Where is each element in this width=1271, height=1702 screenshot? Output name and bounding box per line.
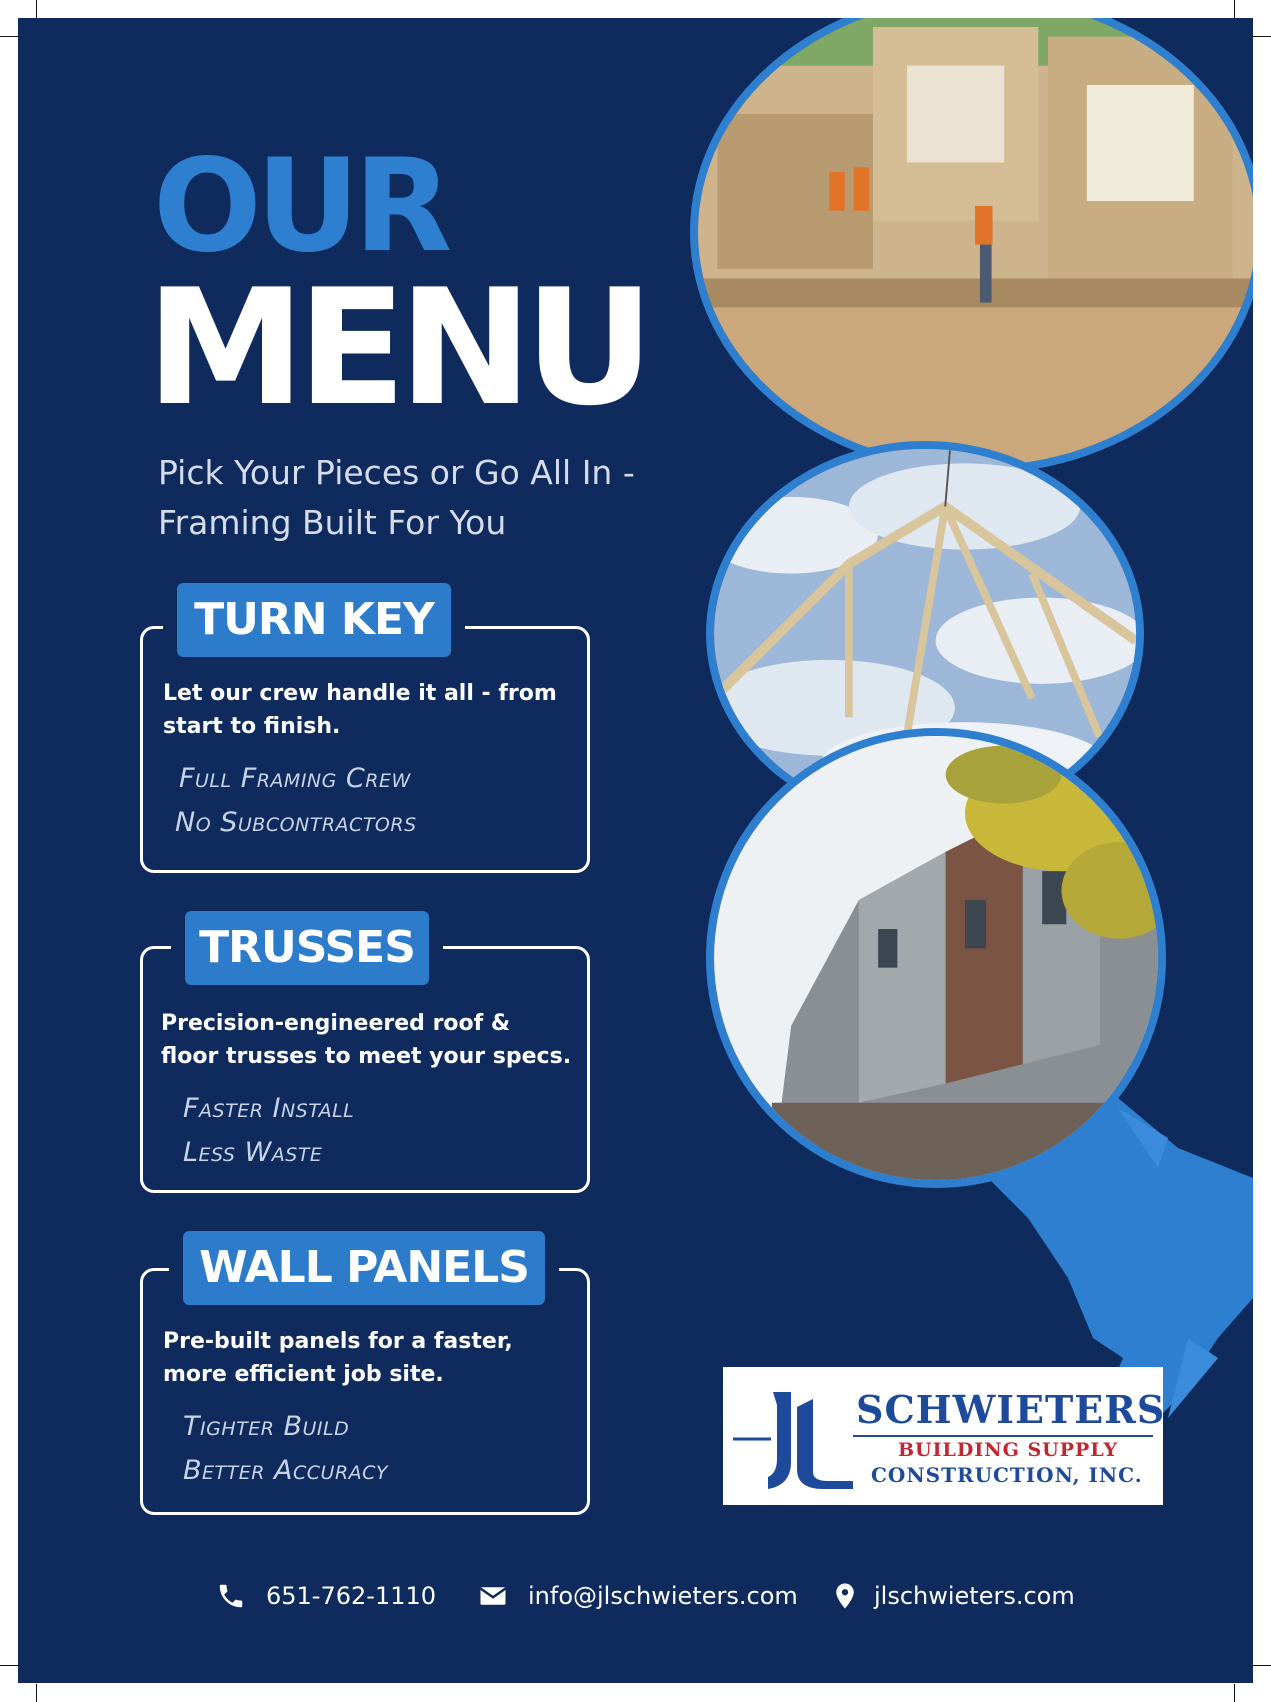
- headline-our: OUR: [153, 132, 447, 281]
- crop-mark: [1234, 1684, 1235, 1702]
- contact-phone[interactable]: [216, 1576, 436, 1616]
- contact-email[interactable]: [478, 1576, 798, 1616]
- crop-mark: [1253, 1665, 1271, 1666]
- map-pin-icon: [830, 1581, 860, 1611]
- card-description: Let our crew handle it all - from start to finish.: [163, 681, 557, 739]
- flyer-page: [18, 18, 1253, 1683]
- phone-number[interactable]: 651-762-1110: [266, 1582, 437, 1610]
- crop-mark: [36, 1684, 37, 1702]
- card-feature: Faster Install: [183, 1093, 355, 1124]
- crop-mark: [0, 36, 18, 37]
- website-url[interactable]: jlschwieters.com: [874, 1582, 1075, 1610]
- card-wall-panels: [140, 1242, 590, 1515]
- card-description: Precision-engineered roof & floor trusses to meet your specs.: [161, 1011, 572, 1069]
- email-address[interactable]: info@jlschwieters.com: [528, 1582, 798, 1610]
- logo-company-name: SCHWIETERS: [856, 1387, 1166, 1432]
- card-feature: Better Accuracy: [183, 1455, 389, 1486]
- crop-mark: [1253, 36, 1271, 37]
- card-description: Pre-built panels for a faster, more efficient job site.: [163, 1329, 513, 1387]
- subtitle: Pick Your Pieces or Go All In - Framing Built For You: [158, 453, 635, 542]
- crop-mark: [1234, 0, 1235, 18]
- card-title: TRUSSES: [185, 911, 429, 985]
- company-logo: [723, 1367, 1166, 1505]
- card-trusses: [140, 922, 590, 1193]
- card-turn-key: [140, 594, 590, 873]
- logo-divider: [853, 1435, 1153, 1437]
- logo-tagline-building-supply: BUILDING SUPPLY: [898, 1439, 1119, 1461]
- card-title: TURN KEY: [177, 583, 451, 657]
- envelope-icon: [478, 1581, 508, 1611]
- crop-mark: [0, 1665, 18, 1666]
- card-feature: Tighter Build: [183, 1411, 350, 1442]
- phone-icon: [216, 1581, 246, 1611]
- photo-wall-framing: [690, 18, 1253, 474]
- card-feature: Full Framing Crew: [179, 763, 411, 794]
- card-feature: Less Waste: [183, 1137, 323, 1168]
- photo-townhouses: [706, 728, 1166, 1188]
- logo-tagline-construction: CONSTRUCTION, INC.: [871, 1463, 1143, 1487]
- headline-menu: MENU: [146, 254, 647, 441]
- card-feature: No Subcontractors: [175, 807, 417, 838]
- card-title: WALL PANELS: [183, 1231, 545, 1305]
- jl-monogram-icon: [733, 1377, 858, 1495]
- contact-website[interactable]: [830, 1576, 1075, 1616]
- crop-mark: [36, 0, 37, 18]
